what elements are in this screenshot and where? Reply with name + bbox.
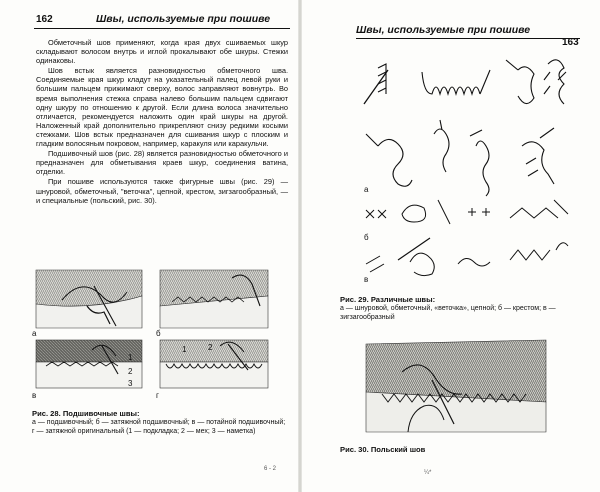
fig28-num-1-right: 1 [182, 345, 187, 354]
fig28-num-2-left: 2 [128, 367, 133, 376]
paragraph-1: Обметочный шов применяют, когда края двух сшиваемых шкур складывают волосом внутрь и иглой прокалывают обе шкуры. Стежки одинаковы. [36, 38, 288, 66]
left-running-title: Швы, используемые при пошиве [96, 13, 271, 25]
fig28-label-a: а [32, 329, 37, 338]
fig28-panel-b [160, 270, 268, 328]
figure-29 [358, 50, 588, 290]
fig28-panel-c [36, 340, 142, 388]
fig28-panel-d [160, 340, 268, 388]
fig29-label-a: а [364, 185, 369, 194]
figure-30 [362, 336, 550, 440]
fig29-row-a2 [366, 120, 554, 196]
fig29-label-b: б [364, 233, 369, 242]
paragraph-4: При пошиве используются также фигурные швы (рис. 29) — шнуровой, обметочный, "веточка", цепной, крестом, зигзагообразный, — и специальные (польский, рис. 30). [36, 177, 288, 205]
fig28-num-2-right: 2 [208, 343, 213, 352]
fig28-label-d: г [156, 391, 159, 400]
figure-29-caption-text: а — шнуровой, обметочный, «веточка», цепной; б — крестом; в — зигзагообразный [340, 305, 556, 321]
fig29-row-b [366, 200, 568, 224]
right-page-number: 163 [562, 37, 579, 48]
figure-28-caption-text: а — подшивочный; б — затяжной подшивочный; в — потайной подшивочный; г — затяжной оригинальный (1 — подкладка; 2 — мех; 3 — наметка) [32, 419, 286, 435]
right-running-title: Швы, используемые при пошиве [356, 24, 531, 36]
figure-28-caption-title: Рис. 28. Подшивочные швы: [32, 409, 140, 418]
paragraph-2: Шов встык является разновидностью обметочного шва. Соединяемые края шкур кладут на указательный палец левой руки и большим пальцем прижимают сверху, волос заправляют вовнутрь. Во время выполнения стежка справа налево большим пальцем сдвигают одну шкуру по отношению к другой. Если длина волоса значительно отличается, рекомендуется наложить один край шкуры на другой. Наложенный край дополнительно прикрепляют снизу редкими косыми стежками. Шов встык предназначен для сшивания шкур с плоским и гладким волосяным покровом, например, каракуля или каракульчи. [36, 66, 288, 149]
figure-28 [32, 266, 272, 406]
right-page [300, 0, 600, 492]
paragraph-3: Подшивочный шов (рис. 28) является разновидностью обметочного и предназначен для обметывания краев шкур, соединения ватина, отделки. [36, 149, 288, 177]
left-header-rule [34, 28, 290, 29]
fig28-num-3-left: 3 [128, 379, 133, 388]
right-header-rule [356, 38, 580, 39]
fig29-label-c: в [364, 275, 369, 284]
fig28-num-1-left: 1 [128, 353, 133, 362]
fig29-row-c [366, 238, 568, 276]
left-body-text [36, 38, 288, 206]
fig29-row-a [364, 60, 566, 104]
figure-29-caption-title: Рис. 29. Различные швы: [340, 295, 436, 304]
figure-30-caption [340, 446, 590, 455]
figure-30-caption-title: Рис. 30. Польский шов [340, 445, 426, 454]
fig28-panel-a [36, 270, 142, 328]
fig28-label-c: в [32, 391, 37, 400]
right-footer-mark: ¼* [424, 470, 432, 476]
left-page-number: 162 [36, 14, 53, 25]
figure-28-caption [32, 410, 288, 436]
fig28-label-b: б [156, 329, 161, 338]
left-footer-mark: 6 - 2 [264, 466, 277, 472]
figure-29-caption [340, 296, 590, 322]
